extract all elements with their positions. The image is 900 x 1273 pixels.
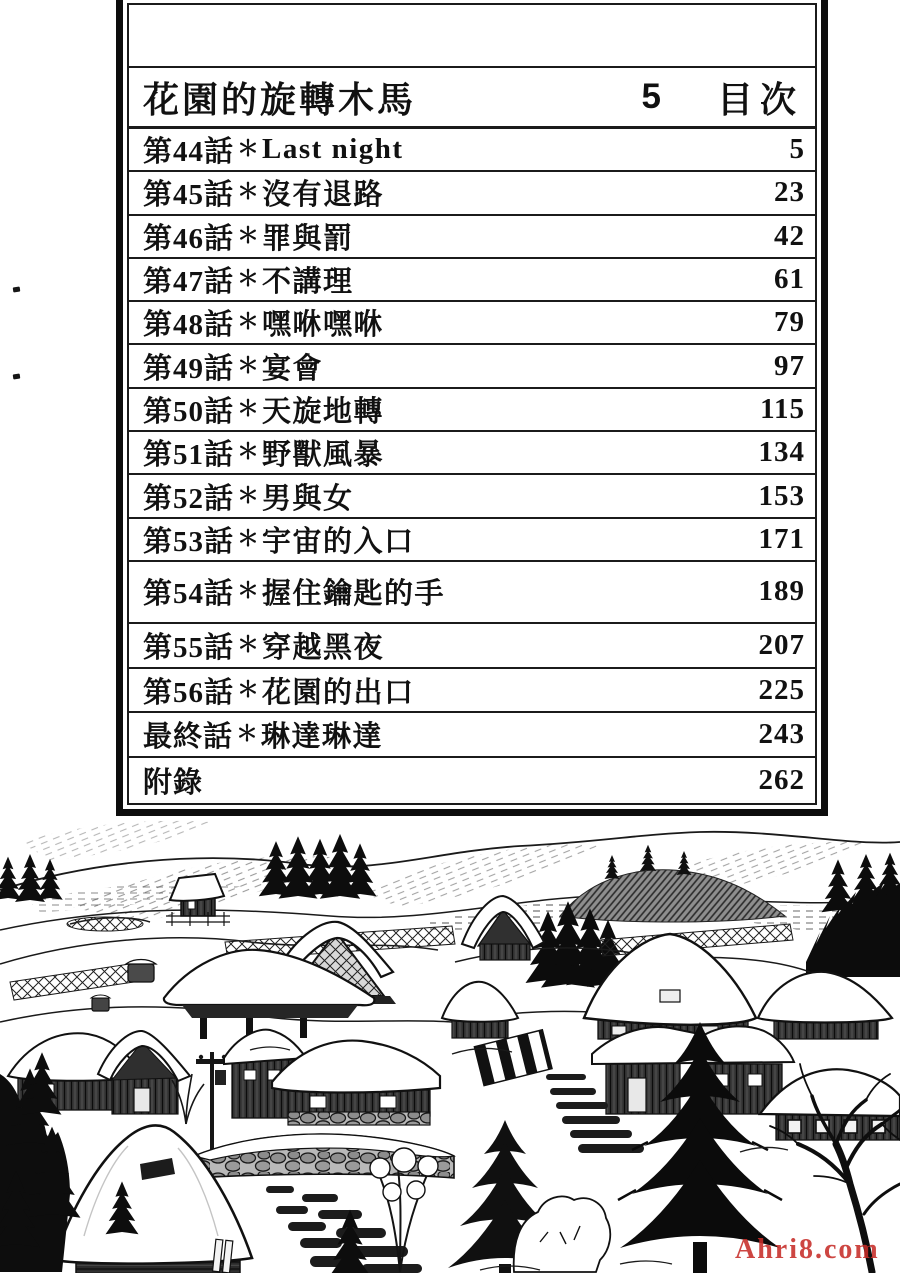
page-number: 61 (774, 263, 805, 296)
toc-row (129, 129, 815, 172)
toc-row (129, 345, 815, 388)
chapter-label: 第51話 (143, 439, 235, 472)
toc-label: 目次 (716, 78, 803, 120)
chapter-label: 附錄 (143, 767, 204, 800)
page-number: 115 (760, 392, 805, 425)
toc-row (129, 624, 815, 669)
toc-row (129, 562, 815, 624)
page-number: 23 (774, 176, 805, 209)
chapter-title: 不講理 (262, 266, 354, 299)
separator: ＊ (237, 578, 260, 604)
village-illustration (0, 812, 900, 1273)
chapter-title: 琳達琳達 (261, 721, 384, 754)
separator: ＊ (237, 266, 260, 292)
toc-row (129, 713, 815, 758)
page-number: 243 (758, 718, 805, 751)
volume-number: 5 (641, 77, 661, 116)
chapter-label: 第55話 (143, 631, 235, 664)
ink-speck (13, 374, 21, 380)
separator: ＊ (237, 136, 260, 162)
page-number: 5 (789, 133, 805, 166)
ink-speck (13, 287, 21, 293)
separator: ＊ (237, 395, 260, 421)
chapter-title: 穿越黑夜 (262, 631, 385, 664)
chapter-label: 第46話 (143, 222, 235, 255)
separator: ＊ (237, 482, 260, 508)
toc-row (129, 475, 815, 518)
chapter-title: 握住鑰匙的手 (262, 578, 446, 611)
page-number: 153 (758, 479, 805, 512)
toc-table (127, 3, 817, 805)
page-number: 171 (758, 522, 805, 555)
series-title: 花園的旋轉木馬 (143, 78, 417, 120)
separator: ＊ (237, 439, 260, 465)
page-number: 225 (758, 673, 805, 706)
toc-row (129, 669, 815, 714)
chapter-label: 第47話 (143, 266, 235, 299)
watermark: Ahri8.com (735, 1234, 880, 1265)
toc-row (129, 259, 815, 302)
separator: ＊ (236, 721, 259, 747)
separator: ＊ (237, 525, 260, 551)
toc-row (129, 432, 815, 475)
chapter-label: 第50話 (143, 395, 235, 428)
toc-table-frame (116, 0, 828, 816)
chapter-title: Last night (262, 133, 404, 166)
house-small-left (442, 982, 518, 1038)
toc-row (129, 216, 815, 259)
toc-row (129, 389, 815, 432)
chapter-label: 第49話 (143, 352, 235, 385)
page-number: 79 (774, 306, 805, 339)
separator: ＊ (237, 309, 260, 335)
page-number: 42 (774, 219, 805, 252)
chapter-label: 最終話 (143, 721, 234, 754)
separator: ＊ (237, 222, 260, 248)
chapter-label: 第53話 (143, 525, 235, 558)
page-number: 97 (774, 349, 805, 382)
page-number: 134 (758, 436, 805, 469)
chapter-label: 第56話 (143, 676, 235, 709)
chapter-title: 沒有退路 (262, 179, 385, 212)
separator: ＊ (237, 352, 260, 378)
toc-header-row (129, 68, 815, 129)
chapter-title: 罪與罰 (262, 222, 354, 255)
chapter-title: 嘿咻嘿咻 (262, 309, 385, 342)
page-number: 189 (758, 575, 805, 608)
chapter-title: 男與女 (262, 482, 354, 515)
chapter-title: 天旋地轉 (262, 395, 385, 428)
chapter-title: 野獸風暴 (262, 439, 385, 472)
toc-row (129, 758, 815, 803)
chapter-title: 宴會 (262, 352, 324, 385)
separator: ＊ (237, 631, 260, 657)
chapter-title: 花園的出口 (262, 676, 415, 709)
chapter-label: 第44話 (143, 136, 235, 169)
chapter-label: 第52話 (143, 482, 235, 515)
chapter-label: 第54話 (143, 578, 235, 611)
chapter-title: 宇宙的入口 (262, 525, 415, 558)
chapter-label: 第48話 (143, 309, 235, 342)
toc-row (129, 519, 815, 562)
chapter-label: 第45話 (143, 179, 235, 212)
page-number: 207 (758, 628, 805, 661)
separator: ＊ (237, 676, 260, 702)
toc-row (129, 302, 815, 345)
toc-blank-row (129, 5, 815, 68)
house-right (758, 972, 892, 1039)
page-number: 262 (758, 764, 805, 797)
separator: ＊ (237, 179, 260, 205)
toc-row (129, 172, 815, 215)
